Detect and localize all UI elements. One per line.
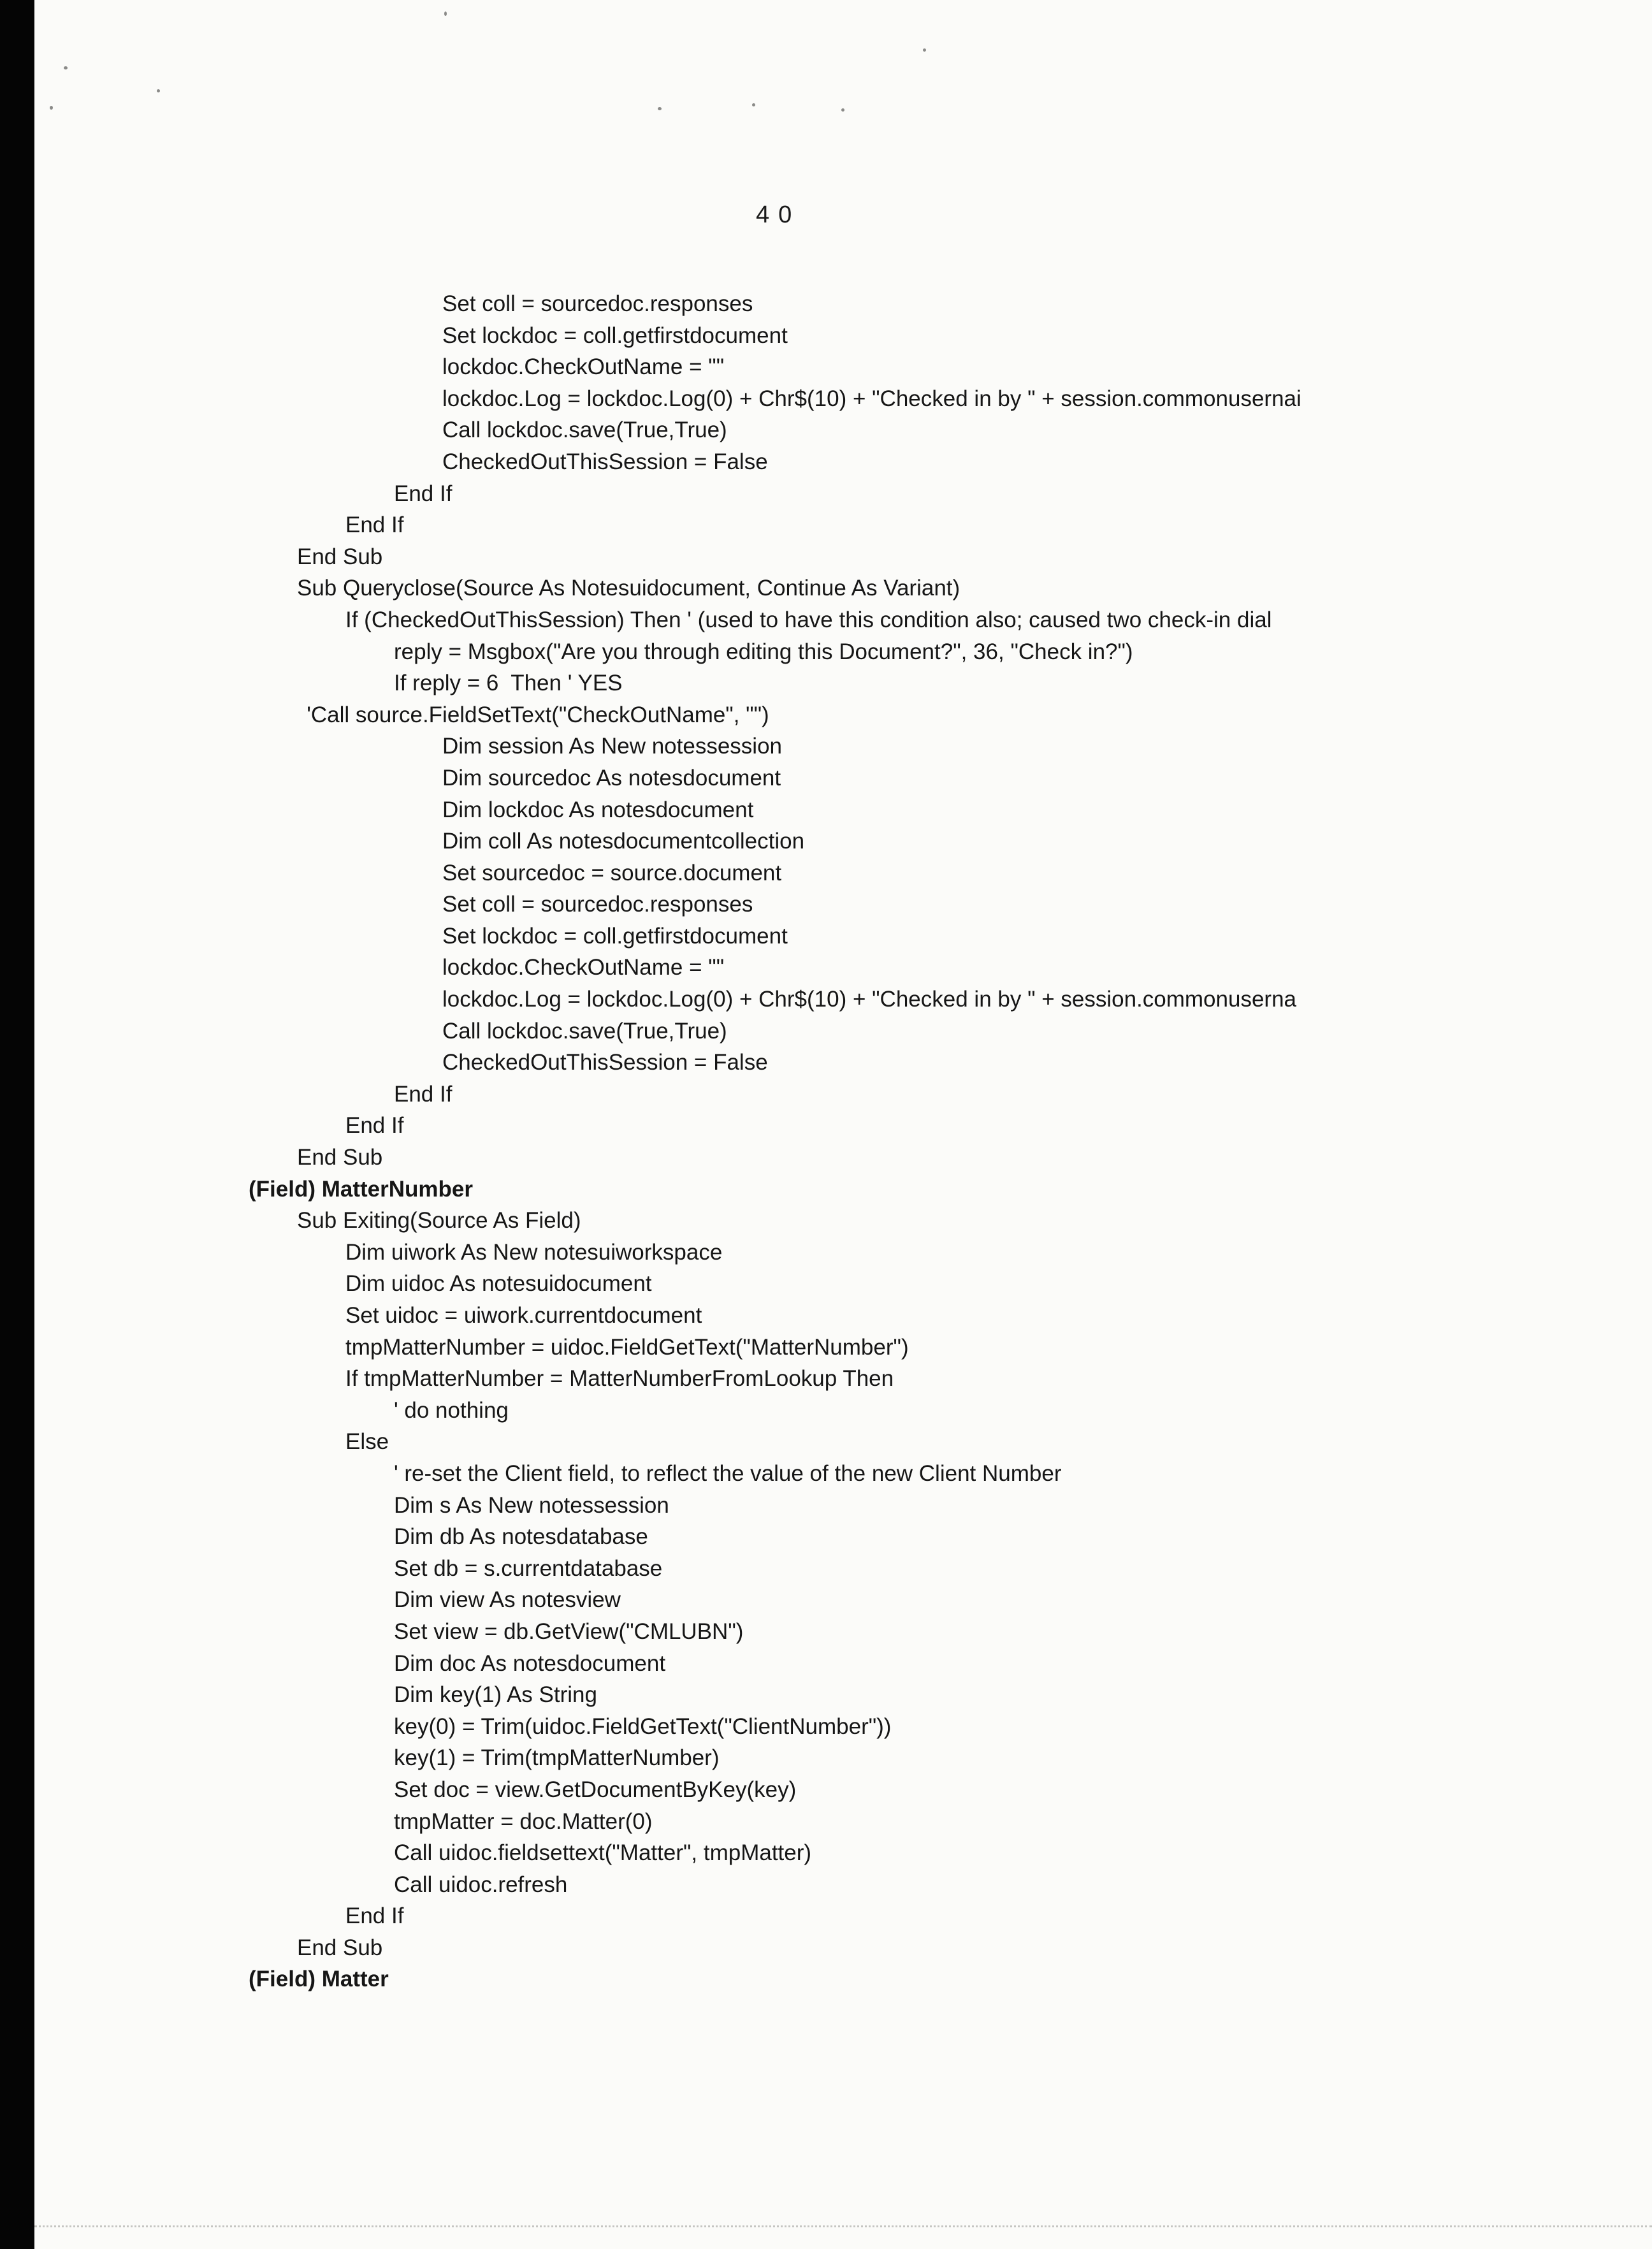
code-line: Dim db As notesdatabase bbox=[394, 1524, 648, 1550]
code-line: Dim sourcedoc As notesdocument bbox=[442, 765, 781, 790]
code-line: tmpMatterNumber = uidoc.FieldGetText("MatterNumber") bbox=[345, 1334, 909, 1360]
code-line: Dim doc As notesdocument bbox=[394, 1650, 666, 1676]
code-line: Call lockdoc.save(True,True) bbox=[442, 1018, 727, 1044]
scan-speck bbox=[50, 106, 53, 110]
code-line: ' do nothing bbox=[394, 1397, 509, 1423]
code-line: End If bbox=[345, 1903, 404, 1929]
code-line: End If bbox=[345, 1113, 404, 1139]
scan-speck bbox=[752, 103, 755, 106]
code-line: (Field) Matter bbox=[249, 1967, 389, 1992]
code-line: CheckedOutThisSession = False bbox=[442, 1050, 768, 1075]
code-line: Sub Exiting(Source As Field) bbox=[297, 1208, 581, 1234]
code-line: End Sub bbox=[297, 1145, 383, 1170]
code-line: (Field) MatterNumber bbox=[249, 1176, 473, 1202]
code-line: If (CheckedOutThisSession) Then ' (used to have this condition also; caused two check-in dial bbox=[345, 607, 1272, 632]
code-line: End If bbox=[394, 1081, 453, 1107]
scan-speck bbox=[444, 11, 447, 16]
code-line: Set uidoc = uiwork.currentdocument bbox=[345, 1303, 702, 1328]
code-line: lockdoc.CheckOutName = "" bbox=[442, 354, 725, 380]
scan-speck bbox=[658, 107, 662, 110]
code-line: key(1) = Trim(tmpMatterNumber) bbox=[394, 1745, 720, 1771]
code-line: Dim uidoc As notesuidocument bbox=[345, 1271, 652, 1297]
scan-speck bbox=[157, 89, 160, 92]
code-line: Dim key(1) As String bbox=[394, 1682, 597, 1708]
code-line: 'Call source.FieldSetText("CheckOutName", "") bbox=[307, 702, 769, 727]
code-line: End Sub bbox=[297, 544, 383, 569]
code-line: Call uidoc.refresh bbox=[394, 1872, 568, 1897]
code-line: Dim lockdoc As notesdocument bbox=[442, 797, 754, 822]
code-line: Dim s As New notessession bbox=[394, 1492, 669, 1518]
code-line: Dim view As notesview bbox=[394, 1587, 621, 1613]
code-line: End If bbox=[345, 513, 404, 538]
code-line: tmpMatter = doc.Matter(0) bbox=[394, 1809, 653, 1834]
code-line: ' re-set the Client field, to reflect the value of the new Client Number bbox=[394, 1460, 1062, 1486]
scan-speck bbox=[923, 48, 926, 52]
code-line: Else bbox=[345, 1429, 389, 1455]
code-line: End If bbox=[394, 481, 453, 506]
code-line: Set coll = sourcedoc.responses bbox=[442, 892, 753, 917]
code-line: Dim coll As notesdocumentcollection bbox=[442, 829, 805, 854]
code-line: lockdoc.Log = lockdoc.Log(0) + Chr$(10) + "Checked in by " + session.commonusernai bbox=[442, 386, 1301, 411]
code-line: Set db = s.currentdatabase bbox=[394, 1555, 663, 1581]
scan-speck bbox=[64, 66, 68, 69]
code-line: CheckedOutThisSession = False bbox=[442, 449, 768, 474]
code-line: If tmpMatterNumber = MatterNumberFromLookup Then bbox=[345, 1366, 894, 1392]
code-line: Set sourcedoc = source.document bbox=[442, 860, 782, 885]
code-line: Set coll = sourcedoc.responses bbox=[442, 291, 753, 316]
page-number: 40 bbox=[756, 201, 801, 228]
scan-speck bbox=[841, 108, 844, 112]
code-line: Set lockdoc = coll.getfirstdocument bbox=[442, 323, 788, 348]
scan-bottom-artifact bbox=[34, 2225, 1652, 2227]
code-line: Set doc = view.GetDocumentByKey(key) bbox=[394, 1777, 797, 1802]
code-line: Call lockdoc.save(True,True) bbox=[442, 418, 727, 443]
code-line: key(0) = Trim(uidoc.FieldGetText("ClientNumber")) bbox=[394, 1714, 892, 1739]
code-line: End Sub bbox=[297, 1935, 383, 1960]
code-line: reply = Msgbox("Are you through editing this Document?", 36, "Check in?") bbox=[394, 639, 1133, 664]
code-line: If reply = 6 Then ' YES bbox=[394, 671, 623, 696]
code-line: Dim session As New notessession bbox=[442, 734, 782, 759]
code-line: Set view = db.GetView("CMLUBN") bbox=[394, 1619, 744, 1644]
code-line: lockdoc.Log = lockdoc.Log(0) + Chr$(10) + "Checked in by " + session.commonuserna bbox=[442, 987, 1296, 1012]
code-line: lockdoc.CheckOutName = "" bbox=[442, 955, 725, 980]
code-listing bbox=[0, 288, 1652, 1995]
code-line: Dim uiwork As New notesuiworkspace bbox=[345, 1239, 723, 1265]
code-line: Set lockdoc = coll.getfirstdocument bbox=[442, 923, 788, 949]
code-line: Call uidoc.fieldsettext("Matter", tmpMatter) bbox=[394, 1840, 812, 1866]
code-line: Sub Queryclose(Source As Notesuidocument, Continue As Variant) bbox=[297, 576, 960, 601]
